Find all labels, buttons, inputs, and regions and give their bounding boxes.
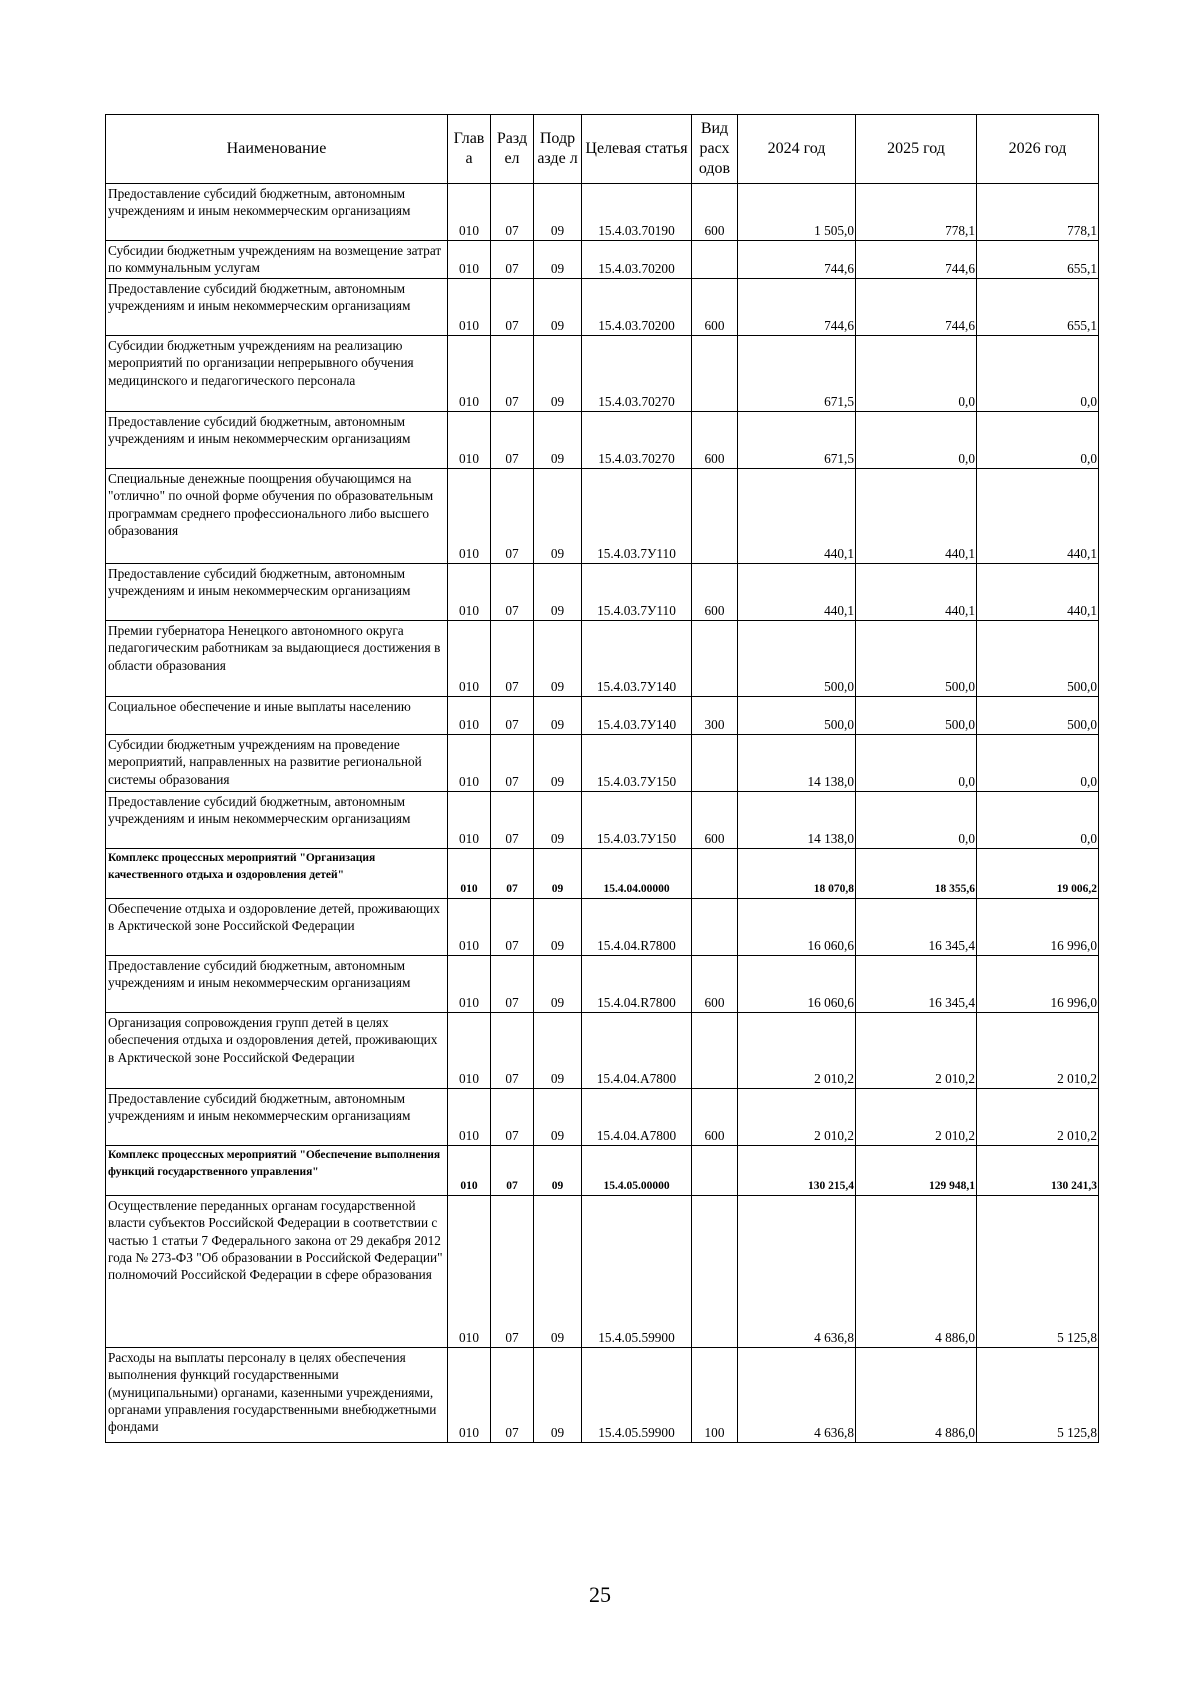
row-amount-2025: 18 355,6	[856, 849, 977, 899]
row-subsection: 09	[534, 1013, 582, 1089]
row-name: Комплекс процессных мероприятий "Обеспечение выполнения функций государственного управления"	[106, 1146, 448, 1196]
row-expense-type	[692, 1146, 738, 1196]
row-section: 07	[491, 792, 534, 849]
row-amount-2025: 0,0	[856, 412, 977, 469]
row-amount-2024: 130 215,4	[738, 1146, 856, 1196]
row-target-article: 15.4.03.70200	[582, 241, 692, 279]
row-expense-type	[692, 849, 738, 899]
row-section: 07	[491, 184, 534, 241]
row-expense-type: 600	[692, 184, 738, 241]
row-name: Социальное обеспечение и иные выплаты населению	[106, 697, 448, 735]
row-target-article: 15.4.03.7У110	[582, 564, 692, 621]
row-target-article: 15.4.04.R7800	[582, 956, 692, 1013]
row-amount-2024: 500,0	[738, 621, 856, 697]
row-amount-2025: 2 010,2	[856, 1089, 977, 1146]
row-chapter: 010	[448, 1196, 491, 1348]
table-row	[106, 469, 1099, 564]
row-subsection: 09	[534, 1196, 582, 1348]
row-chapter: 010	[448, 241, 491, 279]
row-expense-type	[692, 1196, 738, 1348]
table-row	[106, 956, 1099, 1013]
row-amount-2026: 2 010,2	[977, 1013, 1099, 1089]
row-amount-2026: 500,0	[977, 621, 1099, 697]
row-target-article: 15.4.03.7У150	[582, 792, 692, 849]
row-subsection: 09	[534, 469, 582, 564]
row-amount-2026: 130 241,3	[977, 1146, 1099, 1196]
row-chapter: 010	[448, 279, 491, 336]
col-header-2026: 2026 год	[977, 115, 1099, 184]
row-subsection: 09	[534, 849, 582, 899]
table-row	[106, 184, 1099, 241]
row-target-article: 15.4.03.7У150	[582, 735, 692, 792]
row-amount-2025: 16 345,4	[856, 956, 977, 1013]
page-number: 25	[589, 1582, 611, 1607]
row-chapter: 010	[448, 184, 491, 241]
row-name: Предоставление субсидий бюджетным, автономным учреждениям и иным некоммерческим организациям	[106, 279, 448, 336]
row-amount-2025: 4 886,0	[856, 1348, 977, 1443]
row-chapter: 010	[448, 1146, 491, 1196]
row-amount-2025: 4 886,0	[856, 1196, 977, 1348]
row-amount-2024: 671,5	[738, 412, 856, 469]
row-amount-2024: 744,6	[738, 241, 856, 279]
row-section: 07	[491, 1089, 534, 1146]
row-target-article: 15.4.04.R7800	[582, 899, 692, 956]
col-header-name: Наименование	[106, 115, 448, 184]
row-name: Предоставление субсидий бюджетным, автономным учреждениям и иным некоммерческим организациям	[106, 956, 448, 1013]
row-target-article: 15.4.05.59900	[582, 1196, 692, 1348]
row-target-article: 15.4.03.70200	[582, 279, 692, 336]
row-section: 07	[491, 1146, 534, 1196]
row-expense-type: 300	[692, 697, 738, 735]
row-expense-type: 600	[692, 564, 738, 621]
row-expense-type: 600	[692, 956, 738, 1013]
row-target-article: 15.4.04.А7800	[582, 1013, 692, 1089]
row-chapter: 010	[448, 564, 491, 621]
row-amount-2024: 16 060,6	[738, 956, 856, 1013]
table-row	[106, 1196, 1099, 1348]
row-expense-type	[692, 1013, 738, 1089]
row-target-article: 15.4.04.00000	[582, 849, 692, 899]
row-amount-2026: 655,1	[977, 241, 1099, 279]
row-chapter: 010	[448, 956, 491, 1013]
row-section: 07	[491, 697, 534, 735]
row-name: Предоставление субсидий бюджетным, автономным учреждениям и иным некоммерческим организациям	[106, 1089, 448, 1146]
row-name: Предоставление субсидий бюджетным, автономным учреждениям и иным некоммерческим организациям	[106, 412, 448, 469]
row-amount-2025: 778,1	[856, 184, 977, 241]
row-subsection: 09	[534, 1146, 582, 1196]
row-subsection: 09	[534, 279, 582, 336]
row-section: 07	[491, 1196, 534, 1348]
row-chapter: 010	[448, 336, 491, 412]
row-subsection: 09	[534, 899, 582, 956]
row-amount-2024: 1 505,0	[738, 184, 856, 241]
row-chapter: 010	[448, 1348, 491, 1443]
row-section: 07	[491, 412, 534, 469]
row-amount-2026: 500,0	[977, 697, 1099, 735]
row-expense-type: 600	[692, 1089, 738, 1146]
row-amount-2026: 5 125,8	[977, 1196, 1099, 1348]
row-name: Субсидии бюджетным учреждениям на реализацию мероприятий по организации непрерывного обучения медицинского и педагогического персонала	[106, 336, 448, 412]
row-section: 07	[491, 241, 534, 279]
row-chapter: 010	[448, 621, 491, 697]
row-name: Предоставление субсидий бюджетным, автономным учреждениям и иным некоммерческим организациям	[106, 184, 448, 241]
row-target-article: 15.4.05.00000	[582, 1146, 692, 1196]
row-amount-2025: 744,6	[856, 241, 977, 279]
row-target-article: 15.4.05.59900	[582, 1348, 692, 1443]
row-amount-2025: 2 010,2	[856, 1013, 977, 1089]
row-amount-2025: 129 948,1	[856, 1146, 977, 1196]
row-amount-2026: 655,1	[977, 279, 1099, 336]
col-header-chapter: Глав а	[448, 115, 491, 184]
col-header-2024: 2024 год	[738, 115, 856, 184]
row-subsection: 09	[534, 956, 582, 1013]
table-row	[106, 792, 1099, 849]
row-section: 07	[491, 899, 534, 956]
row-expense-type: 600	[692, 792, 738, 849]
table-row	[106, 1348, 1099, 1443]
row-section: 07	[491, 735, 534, 792]
row-chapter: 010	[448, 735, 491, 792]
row-chapter: 010	[448, 1089, 491, 1146]
table-row	[106, 899, 1099, 956]
row-amount-2026: 19 006,2	[977, 849, 1099, 899]
row-name: Специальные денежные поощрения обучающимся на "отлично" по очной форме обучения по образовательным программам среднего профессионального либо высшего образования	[106, 469, 448, 564]
row-section: 07	[491, 336, 534, 412]
col-header-target: Целевая статья	[582, 115, 692, 184]
table-header-row	[106, 115, 1099, 184]
row-amount-2024: 14 138,0	[738, 792, 856, 849]
row-amount-2024: 18 070,8	[738, 849, 856, 899]
table-row	[106, 241, 1099, 279]
row-amount-2024: 16 060,6	[738, 899, 856, 956]
row-subsection: 09	[534, 1089, 582, 1146]
row-amount-2025: 440,1	[856, 564, 977, 621]
row-amount-2025: 0,0	[856, 792, 977, 849]
row-amount-2026: 778,1	[977, 184, 1099, 241]
row-name: Комплекс процессных мероприятий "Организация качественного отдыха и оздоровления детей"	[106, 849, 448, 899]
row-subsection: 09	[534, 621, 582, 697]
table-row	[106, 1089, 1099, 1146]
table-row	[106, 412, 1099, 469]
row-name: Предоставление субсидий бюджетным, автономным учреждениям и иным некоммерческим организациям	[106, 792, 448, 849]
row-amount-2026: 440,1	[977, 564, 1099, 621]
row-amount-2026: 16 996,0	[977, 956, 1099, 1013]
row-chapter: 010	[448, 849, 491, 899]
row-subsection: 09	[534, 1348, 582, 1443]
row-chapter: 010	[448, 899, 491, 956]
row-section: 07	[491, 849, 534, 899]
row-amount-2025: 500,0	[856, 621, 977, 697]
col-header-2025: 2025 год	[856, 115, 977, 184]
row-name: Расходы на выплаты персоналу в целях обеспечения выполнения функций государственными (муниципальными) органами, казенными учреждениями, органами управления государственными внебюджетными фондами	[106, 1348, 448, 1443]
row-chapter: 010	[448, 697, 491, 735]
row-subsection: 09	[534, 412, 582, 469]
row-amount-2026: 0,0	[977, 735, 1099, 792]
table-row-group	[106, 849, 1099, 899]
row-name: Организация сопровождения групп детей в целях обеспечения отдыха и оздоровления детей, проживающих в Арктической зоне Российской Федерации	[106, 1013, 448, 1089]
row-name: Предоставление субсидий бюджетным, автономным учреждениям и иным некоммерческим организациям	[106, 564, 448, 621]
row-amount-2024: 2 010,2	[738, 1013, 856, 1089]
row-expense-type	[692, 621, 738, 697]
row-subsection: 09	[534, 336, 582, 412]
row-amount-2024: 440,1	[738, 469, 856, 564]
row-subsection: 09	[534, 735, 582, 792]
row-amount-2026: 0,0	[977, 336, 1099, 412]
row-amount-2024: 4 636,8	[738, 1196, 856, 1348]
row-name: Субсидии бюджетным учреждениям на проведение мероприятий, направленных на развитие региональной системы образования	[106, 735, 448, 792]
row-expense-type	[692, 241, 738, 279]
row-amount-2025: 0,0	[856, 336, 977, 412]
row-expense-type	[692, 735, 738, 792]
row-section: 07	[491, 1348, 534, 1443]
col-header-section: Разд ел	[491, 115, 534, 184]
budget-table	[105, 114, 1099, 1443]
col-header-subsection: Подр азде л	[534, 115, 582, 184]
row-expense-type	[692, 469, 738, 564]
row-target-article: 15.4.03.70190	[582, 184, 692, 241]
row-amount-2024: 671,5	[738, 336, 856, 412]
row-target-article: 15.4.03.70270	[582, 336, 692, 412]
row-amount-2025: 440,1	[856, 469, 977, 564]
table-row	[106, 336, 1099, 412]
row-expense-type	[692, 899, 738, 956]
row-amount-2024: 500,0	[738, 697, 856, 735]
row-amount-2026: 0,0	[977, 412, 1099, 469]
row-expense-type	[692, 336, 738, 412]
row-target-article: 15.4.03.7У140	[582, 621, 692, 697]
row-expense-type: 100	[692, 1348, 738, 1443]
row-section: 07	[491, 621, 534, 697]
table-row	[106, 697, 1099, 735]
row-chapter: 010	[448, 792, 491, 849]
row-section: 07	[491, 279, 534, 336]
row-amount-2024: 14 138,0	[738, 735, 856, 792]
row-amount-2025: 16 345,4	[856, 899, 977, 956]
row-section: 07	[491, 469, 534, 564]
row-amount-2024: 744,6	[738, 279, 856, 336]
row-name: Субсидии бюджетным учреждениям на возмещение затрат по коммунальным услугам	[106, 241, 448, 279]
row-expense-type: 600	[692, 279, 738, 336]
row-subsection: 09	[534, 564, 582, 621]
row-section: 07	[491, 1013, 534, 1089]
row-target-article: 15.4.03.70270	[582, 412, 692, 469]
row-amount-2024: 440,1	[738, 564, 856, 621]
row-section: 07	[491, 564, 534, 621]
row-target-article: 15.4.04.А7800	[582, 1089, 692, 1146]
row-name: Обеспечение отдыха и оздоровление детей, проживающих в Арктической зоне Российской Федерации	[106, 899, 448, 956]
row-subsection: 09	[534, 697, 582, 735]
row-amount-2025: 500,0	[856, 697, 977, 735]
row-amount-2026: 2 010,2	[977, 1089, 1099, 1146]
table-row	[106, 1013, 1099, 1089]
row-amount-2024: 4 636,8	[738, 1348, 856, 1443]
row-subsection: 09	[534, 792, 582, 849]
row-name: Осуществление переданных органам государственной власти субъектов Российской Федерации в соответствии с частью 1 статьи 7 Федерального закона от 29 декабря 2012 года № 273-ФЗ "Об образовании в Российской Федерации" полномочий Российской Федерации в сфере образования	[106, 1196, 448, 1348]
row-amount-2024: 2 010,2	[738, 1089, 856, 1146]
table-body	[106, 184, 1099, 1443]
row-chapter: 010	[448, 1013, 491, 1089]
row-amount-2025: 0,0	[856, 735, 977, 792]
row-amount-2026: 0,0	[977, 792, 1099, 849]
table-row	[106, 735, 1099, 792]
table-row	[106, 564, 1099, 621]
table-row	[106, 279, 1099, 336]
col-header-expense-type: Вид расх одов	[692, 115, 738, 184]
row-amount-2026: 5 125,8	[977, 1348, 1099, 1443]
row-subsection: 09	[534, 241, 582, 279]
row-section: 07	[491, 956, 534, 1013]
row-expense-type: 600	[692, 412, 738, 469]
row-target-article: 15.4.03.7У110	[582, 469, 692, 564]
row-target-article: 15.4.03.7У140	[582, 697, 692, 735]
row-amount-2025: 744,6	[856, 279, 977, 336]
row-chapter: 010	[448, 469, 491, 564]
row-chapter: 010	[448, 412, 491, 469]
row-amount-2026: 16 996,0	[977, 899, 1099, 956]
row-amount-2026: 440,1	[977, 469, 1099, 564]
row-name: Премии губернатора Ненецкого автономного округа педагогическим работникам за выдающиеся достижения в области образования	[106, 621, 448, 697]
table-row-group	[106, 1146, 1099, 1196]
row-subsection: 09	[534, 184, 582, 241]
table-row	[106, 621, 1099, 697]
